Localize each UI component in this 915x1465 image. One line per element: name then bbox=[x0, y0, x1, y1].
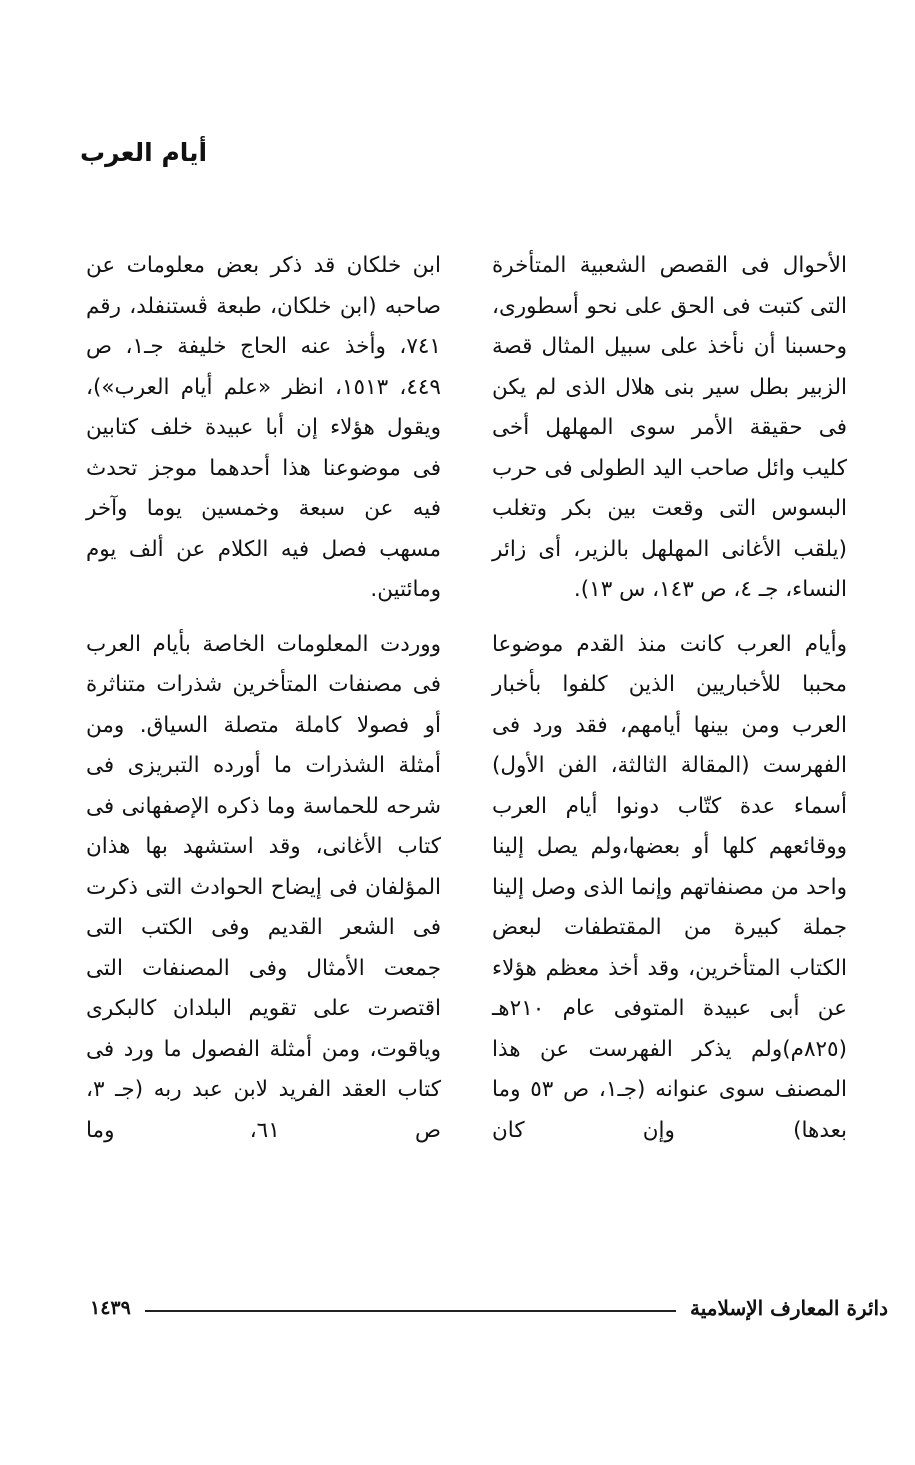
page-number: ١٤٣٩ bbox=[90, 1297, 131, 1319]
right-column bbox=[492, 246, 847, 1151]
paragraph: ووردت المعلومات الخاصة بأيام العرب فى مصنفات المتأخرين شذرات متناثرة أو فصولا كاملة متصلة السياق. ومن أمثلة الشذرات ما أورده التبريزى فى شرحه للحماسة وما ذكره الإصفهانى فى كتاب الأغانى، وقد استشهد بها هذان المؤلفان فى إيضاح الحوادث التى ذكرت فى الشعر القديم وفى الكتب التى جمعت الأمثال وفى المصنفات التى اقتصرت على تقويم البلدان كالبكرى وياقوت، ومن أمثلة الفصول ما ورد فى كتاب العقد الفريد لابن عبد ربه (جـ ٣، ص ٦١، وما bbox=[86, 631, 441, 1143]
publication-title: دائرة المعارف الإسلامية bbox=[690, 1296, 888, 1320]
page-footer bbox=[90, 1288, 888, 1328]
running-title: أيام العرب bbox=[80, 138, 208, 167]
paragraph: ابن خلكان قد ذكر بعض معلومات عن صاحبه (ابن خلكان، طبعة ڤستنفلد، رقم ٧٤١، وأخذ عنه الحاج خليفة جـ١، ص ٤٤٩، ١٥١٣، انظر «علم أيام العرب»)، ويقول هؤلاء إن أبا عبيدة خلف كتابين فى موضوعنا هذا أحدهما موجز تحدث فيه عن سبعة وخمسين يوما وآخر مسهب فصل فيه الكلام عن ألف يوم ومائتين. bbox=[86, 253, 441, 602]
left-column bbox=[86, 246, 441, 1151]
paragraph: وأيام العرب كانت منذ القدم موضوعا محببا للأخباريين الذين كلفوا بأخبار العرب ومن بينها أيامهم، فقد ورد فى الفهرست (المقالة الثالثة، الفن الأول) أسماء عدة كتّاب دونوا أيام العرب ووقائعهم كلها أو بعضها،ولم يصل إلينا واحد من مصنفاتهم وإنما الذى وصل إلينا جملة كبيرة من المقتطفات لبعض الكتاب المتأخرين، وقد أخذ معظم هؤلاء عن أبى عبيدة المتوفى عام ٢١٠هـ (٨٢٥م)ولم يذكر الفهرست عن هذا المصنف سوى عنوانه (جـ١، ص ٥٣ وما بعدها) وإن كان bbox=[492, 631, 847, 1143]
footer-divider bbox=[145, 1310, 676, 1312]
paragraph: الأحوال فى القصص الشعبية المتأخرة التى كتبت فى الحق على نحو أسطورى، وحسبنا أن نأخذ على سبيل المثال قصة الزبير بطل سير بنى هلال الذى لم يكن فى حقيقة الأمر سوى المهلهل أخى كليب وائل صاحب اليد الطولى فى حرب البسوس التى وقعت بين بكر وتغلب (يلقب الأغانى المهلهل بالزير، أى زائر النساء، جـ ٤، ص ١٤٣، س ١٣). bbox=[492, 253, 847, 602]
